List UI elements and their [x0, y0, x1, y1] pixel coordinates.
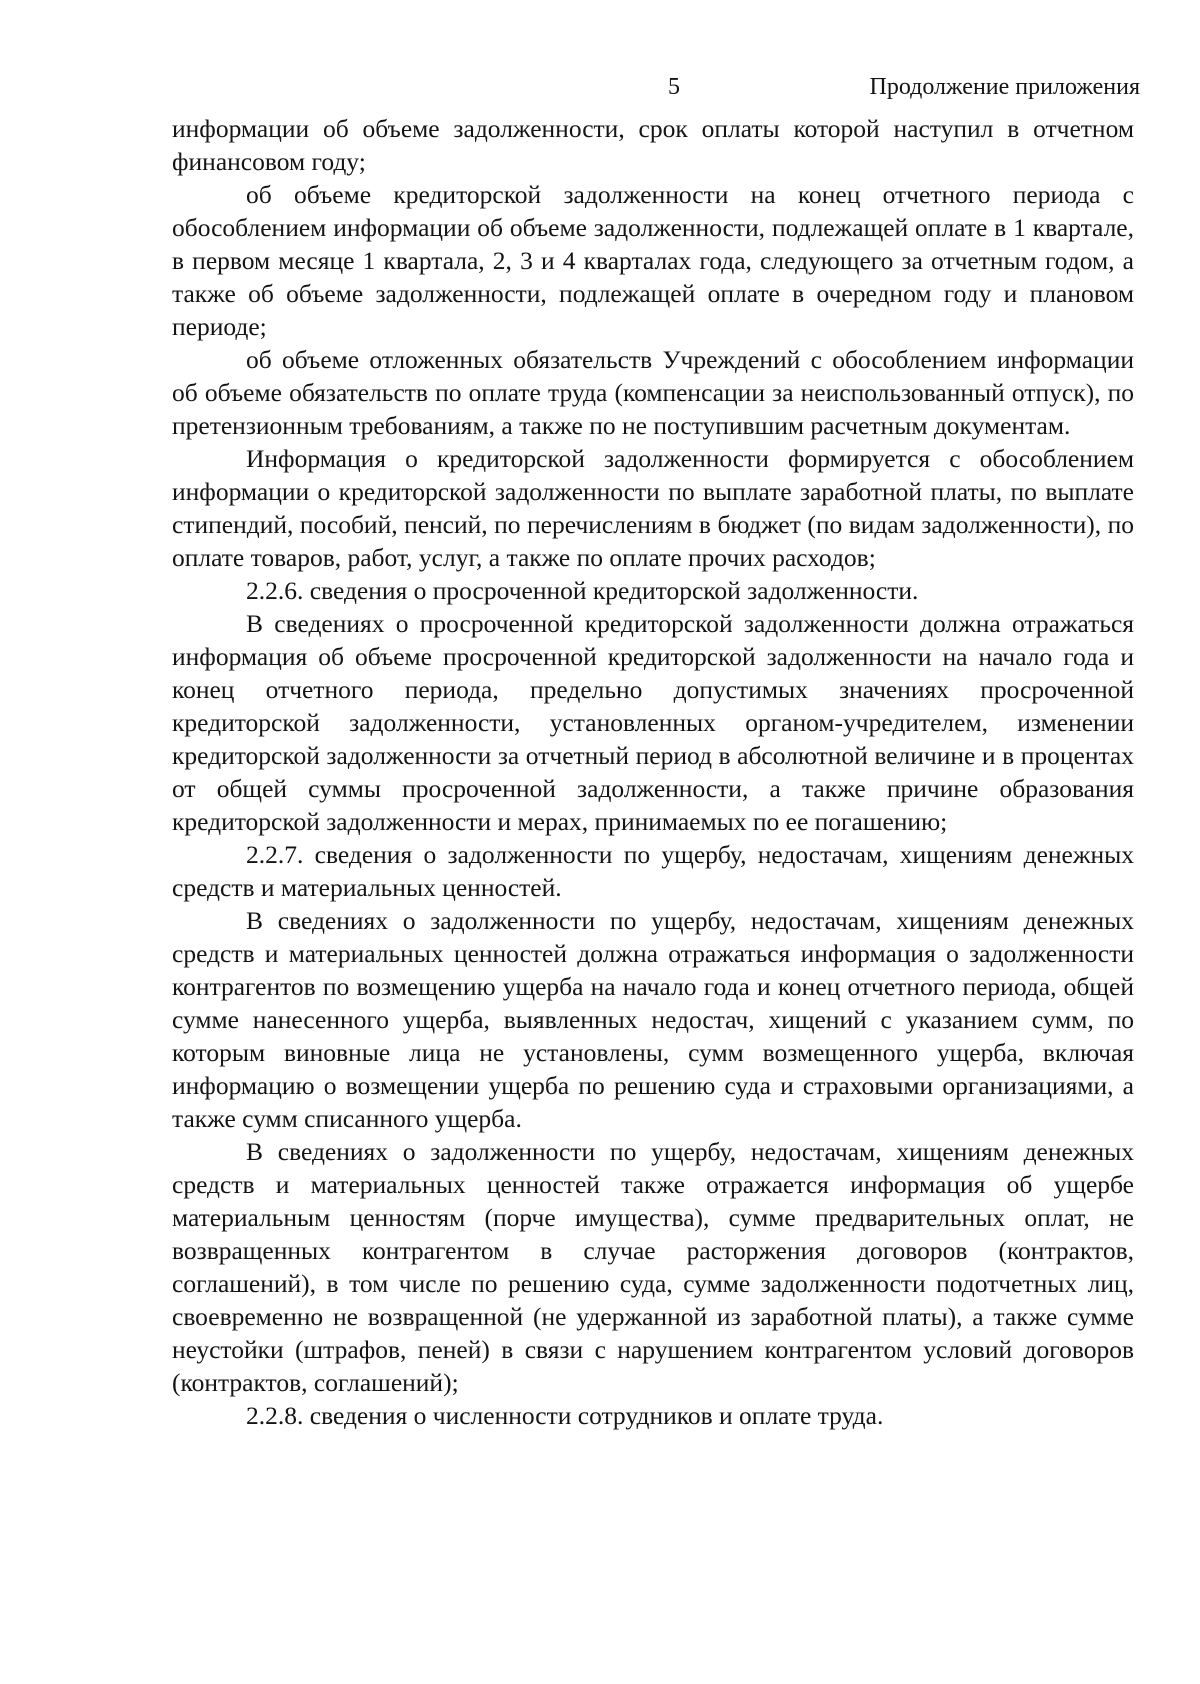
document-body	[172, 112, 1134, 1432]
page-number: 5	[668, 74, 680, 100]
paragraph: об объеме кредиторской задолженности на конец отчетного периода с обособлением информации об объеме задолженности, подлежащей оплате в 1 квартале, в первом месяце 1 квартала, 2, 3 и 4 кварталах года, следующего за отчетным годом, а также об объеме задолженности, подлежащей оплате в очередном году и плановом периоде;	[172, 180, 1134, 341]
paragraph: В сведениях о задолженности по ущербу, недостачам, хищениям денежных средств и материальных ценностей должна отражаться информация о задолженности контрагентов по возмещению ущерба на начало года и конец отчетного периода, общей сумме нанесенного ущерба, выявленных недостач, хищений с указанием сумм, по которым виновные лица не установлены, сумм возмещенного ущерба, включая информацию о возмещении ущерба по решению суда и страховыми организациями, а также сумм списанного ущерба.	[172, 906, 1134, 1133]
section-heading-2-2-7: 2.2.7. сведения о задолженности по ущербу, недостачам, хищениям денежных средств и материальных ценностей.	[172, 840, 1134, 902]
running-header: Продолжение приложения	[869, 74, 1140, 100]
paragraph: В сведениях о задолженности по ущербу, недостачам, хищениям денежных средств и материальных ценностей также отражается информация об ущербе материальным ценностям (порче имущества), сумме предварительных оплат, не возвращенных контрагентом в случае расторжения договоров (контрактов, соглашений), в том числе по решению суда, сумме задолженности подотчетных лиц, своевременно не возвращенной (не удержанной из заработной платы), а также сумме неустойки (штрафов, пеней) в связи с нарушением контрагентом условий договоров (контрактов, соглашений);	[172, 1137, 1134, 1397]
paragraph: Информация о кредиторской задолженности формируется с обособлением информации о кредиторской задолженности по выплате заработной платы, по выплате стипендий, пособий, пенсий, по перечислениям в бюджет (по видам задолженности), по оплате товаров, работ, услуг, а также по оплате прочих расходов;	[172, 444, 1134, 572]
paragraph: В сведениях о просроченной кредиторской задолженности должна отражаться информация об объеме просроченной кредиторской задолженности на начало года и конец отчетного периода, предельно допустимых значениях просроченной кредиторской задолженности, установленных органом-учредителем, изменении кредиторской задолженности за отчетный период в абсолютной величине и в процентах от общей суммы просроченной задолженности, а также причине образования кредиторской задолженности и мерах, принимаемых по ее погашению;	[172, 609, 1134, 836]
section-heading-2-2-8: 2.2.8. сведения о численности сотрудников и оплате труда.	[246, 1401, 884, 1430]
paragraph: информации об объеме задолженности, срок оплаты которой наступил в отчетном финансовом году;	[172, 114, 1134, 176]
paragraph: об объеме отложенных обязательств Учреждений с обособлением информации об объеме обязательств по оплате труда (компенсации за неиспользованный отпуск), по претензионным требованиям, а также по не поступившим расчетным документам.	[172, 345, 1134, 440]
section-heading-2-2-6: 2.2.6. сведения о просроченной кредиторской задолженности.	[246, 576, 919, 605]
